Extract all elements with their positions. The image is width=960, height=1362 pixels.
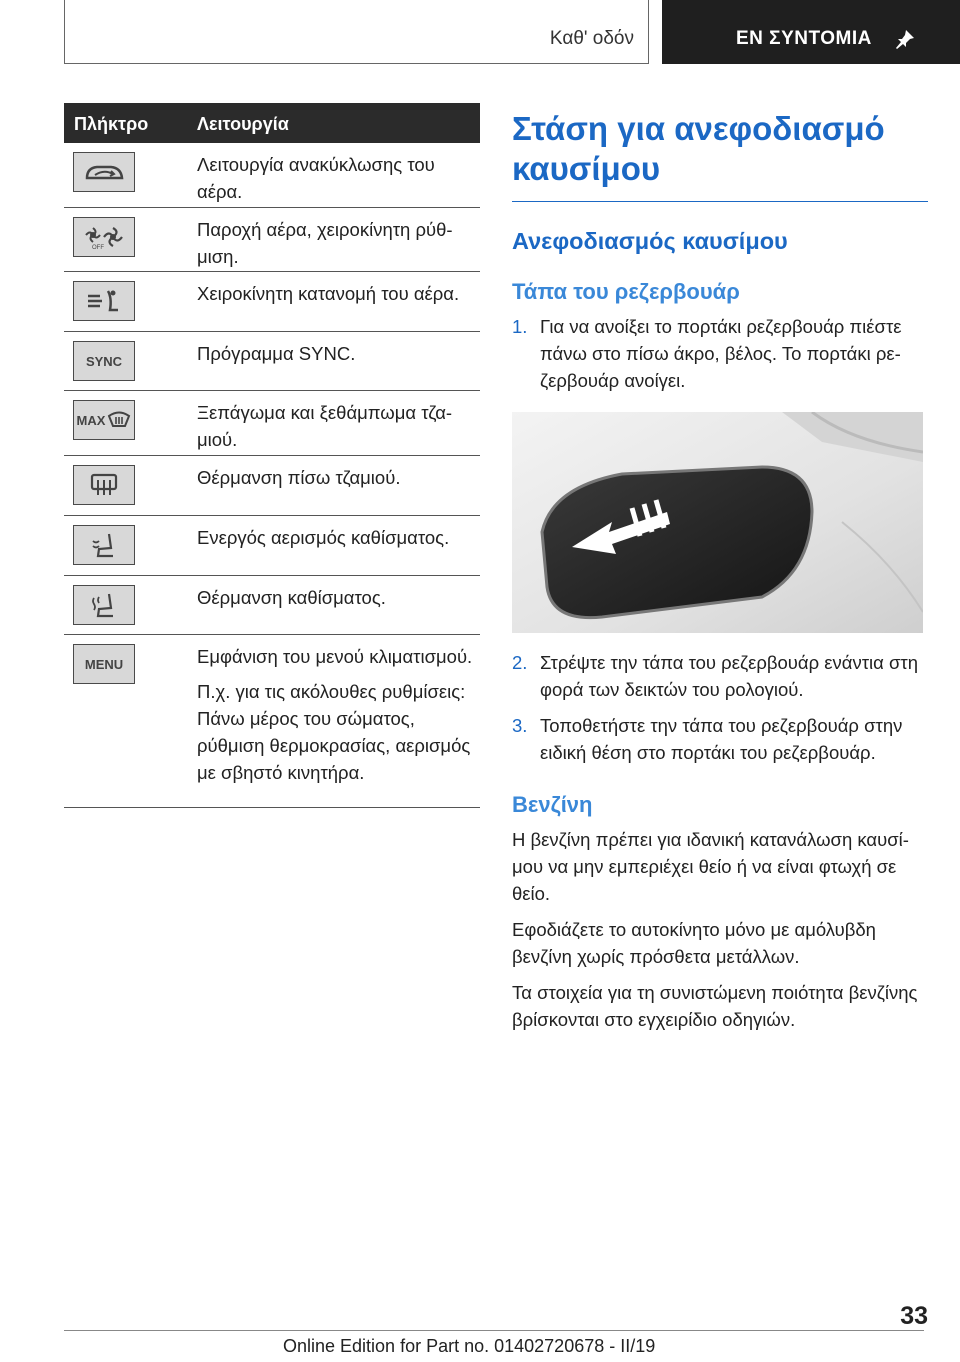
paragraph: Η βενζίνη πρέπει για ιδανική κατανάλωση καυσίμου να μην εμπεριέχει θείο ή να είναι φτωχή σε θείο. xyxy=(512,829,909,904)
header xyxy=(0,0,960,66)
step-text: Για να ανοίξει το πορτάκι ρεζερβουάρ πιέστε πάνω στο πίσω άκρο, βέλος. Το πορτάκι ρεζερβουάρ ανοίγει. xyxy=(540,316,902,391)
refuelling-section xyxy=(512,103,928,1042)
table-row xyxy=(64,576,480,635)
subsection-heading-petrol: Βενζίνη xyxy=(512,792,593,817)
title-divider xyxy=(512,201,928,202)
tab-on-the-road[interactable] xyxy=(64,0,649,64)
fuel-flap-image xyxy=(512,412,923,633)
table-row xyxy=(64,635,480,808)
step-text: Στρέψτε την τάπα του ρεζερβουάρ ενάντια στη φορά των δεικτών του ρολογιού. xyxy=(540,652,918,700)
max-defrost-icon xyxy=(73,400,135,440)
tab-on-the-road-label: Καθ' οδόν xyxy=(549,28,634,49)
paragraph: Τα στοιχεία για τη συνιστώμενη ποιότητα βενζίνης βρίσκονται στο εγχειρίδιο οδηγιών. xyxy=(512,982,918,1030)
table-row xyxy=(64,391,480,456)
step-number: 3. xyxy=(512,715,528,736)
menu-key-label: MENU xyxy=(84,656,124,672)
page-title: Στάση για ανεφοδιασμό καυσίμου xyxy=(512,110,885,187)
step-text: Τοποθετήστε την τάπα του ρεζερβουάρ στην ειδική θέση στο πορτάκι του ρεζερβουάρ. xyxy=(540,715,903,763)
fan-icon xyxy=(73,217,135,257)
col-header-key: Πλήκτρο xyxy=(74,114,149,134)
col-header-function: Λειτουργία xyxy=(197,114,289,134)
table-row xyxy=(64,516,480,576)
row-desc: Ενεργός αερισμός καθίσματος. xyxy=(197,527,450,548)
seat-ventilation-icon xyxy=(73,525,135,565)
list-item xyxy=(512,712,928,766)
list-item xyxy=(512,313,928,394)
row-desc: Θέρμανση πίσω τζαμιού. xyxy=(197,467,401,488)
paragraph: Εφοδιάζετε το αυτοκίνητο μόνο με αμόλυβδη βενζίνη χωρίς πρόσθετα μετάλλων. xyxy=(512,919,876,967)
row-desc xyxy=(197,635,480,786)
table-row xyxy=(64,456,480,516)
tab-at-a-glance[interactable] xyxy=(662,0,960,64)
table-row xyxy=(64,332,480,391)
air-distribution-icon xyxy=(73,281,135,321)
rear-window-heating-icon xyxy=(73,465,135,505)
controls-table xyxy=(64,103,480,808)
air-recirculation-icon xyxy=(73,152,135,192)
row-desc: Λειτουργία ανακύκλωσης του αέρα. xyxy=(197,154,435,202)
steps-list-continued xyxy=(512,649,928,766)
row-desc-example: Π.χ. για τις ακόλουθες ρυθμίσεις: Πάνω μέρος του σώματος, ρύθμιση θερμοκρασίας, αερισμός με σβηστό κινητήρα. xyxy=(197,681,471,783)
footer-divider xyxy=(64,1330,924,1331)
table-row xyxy=(64,143,480,208)
pin-icon xyxy=(894,28,916,50)
row-desc: Χειροκίνητη κατανομή του αέρα. xyxy=(197,283,460,304)
step-number: 1. xyxy=(512,316,528,337)
page-number: 33 xyxy=(900,1302,928,1330)
sync-button-icon xyxy=(73,341,135,381)
table-row xyxy=(64,208,480,272)
step-number: 2. xyxy=(512,652,528,673)
row-desc: Θέρμανση καθίσματος. xyxy=(197,587,386,608)
menu-button-icon xyxy=(73,644,135,684)
row-desc: Ξεπάγωμα και ξεθάμπωμα τζαμιού. xyxy=(197,402,453,450)
row-desc: Παροχή αέρα, χειροκίνητη ρύθμιση. xyxy=(197,219,453,267)
seat-heating-icon xyxy=(73,585,135,625)
subsection-heading-fuel-cap: Τάπα του ρεζερβουάρ xyxy=(512,279,740,304)
steps-list xyxy=(512,313,928,394)
row-desc-line: Εμφάνιση του μενού κλιματισμού. xyxy=(197,646,473,667)
footer-edition: Online Edition for Part no. 01402720678 - II/19 xyxy=(283,1336,656,1356)
section-heading: Ανεφοδιασμός καυσίμου xyxy=(512,228,788,254)
max-key-label: MAX xyxy=(76,412,106,428)
list-item xyxy=(512,649,928,703)
svg-text:OFF: OFF xyxy=(92,245,104,250)
table-row xyxy=(64,272,480,332)
row-desc: Πρόγραμμα SYNC. xyxy=(197,343,356,364)
sync-key-label: SYNC xyxy=(85,353,123,369)
tab-at-a-glance-label: ΕΝ ΣΥΝΤΟΜΙΑ xyxy=(736,28,872,49)
table-header xyxy=(64,103,480,143)
